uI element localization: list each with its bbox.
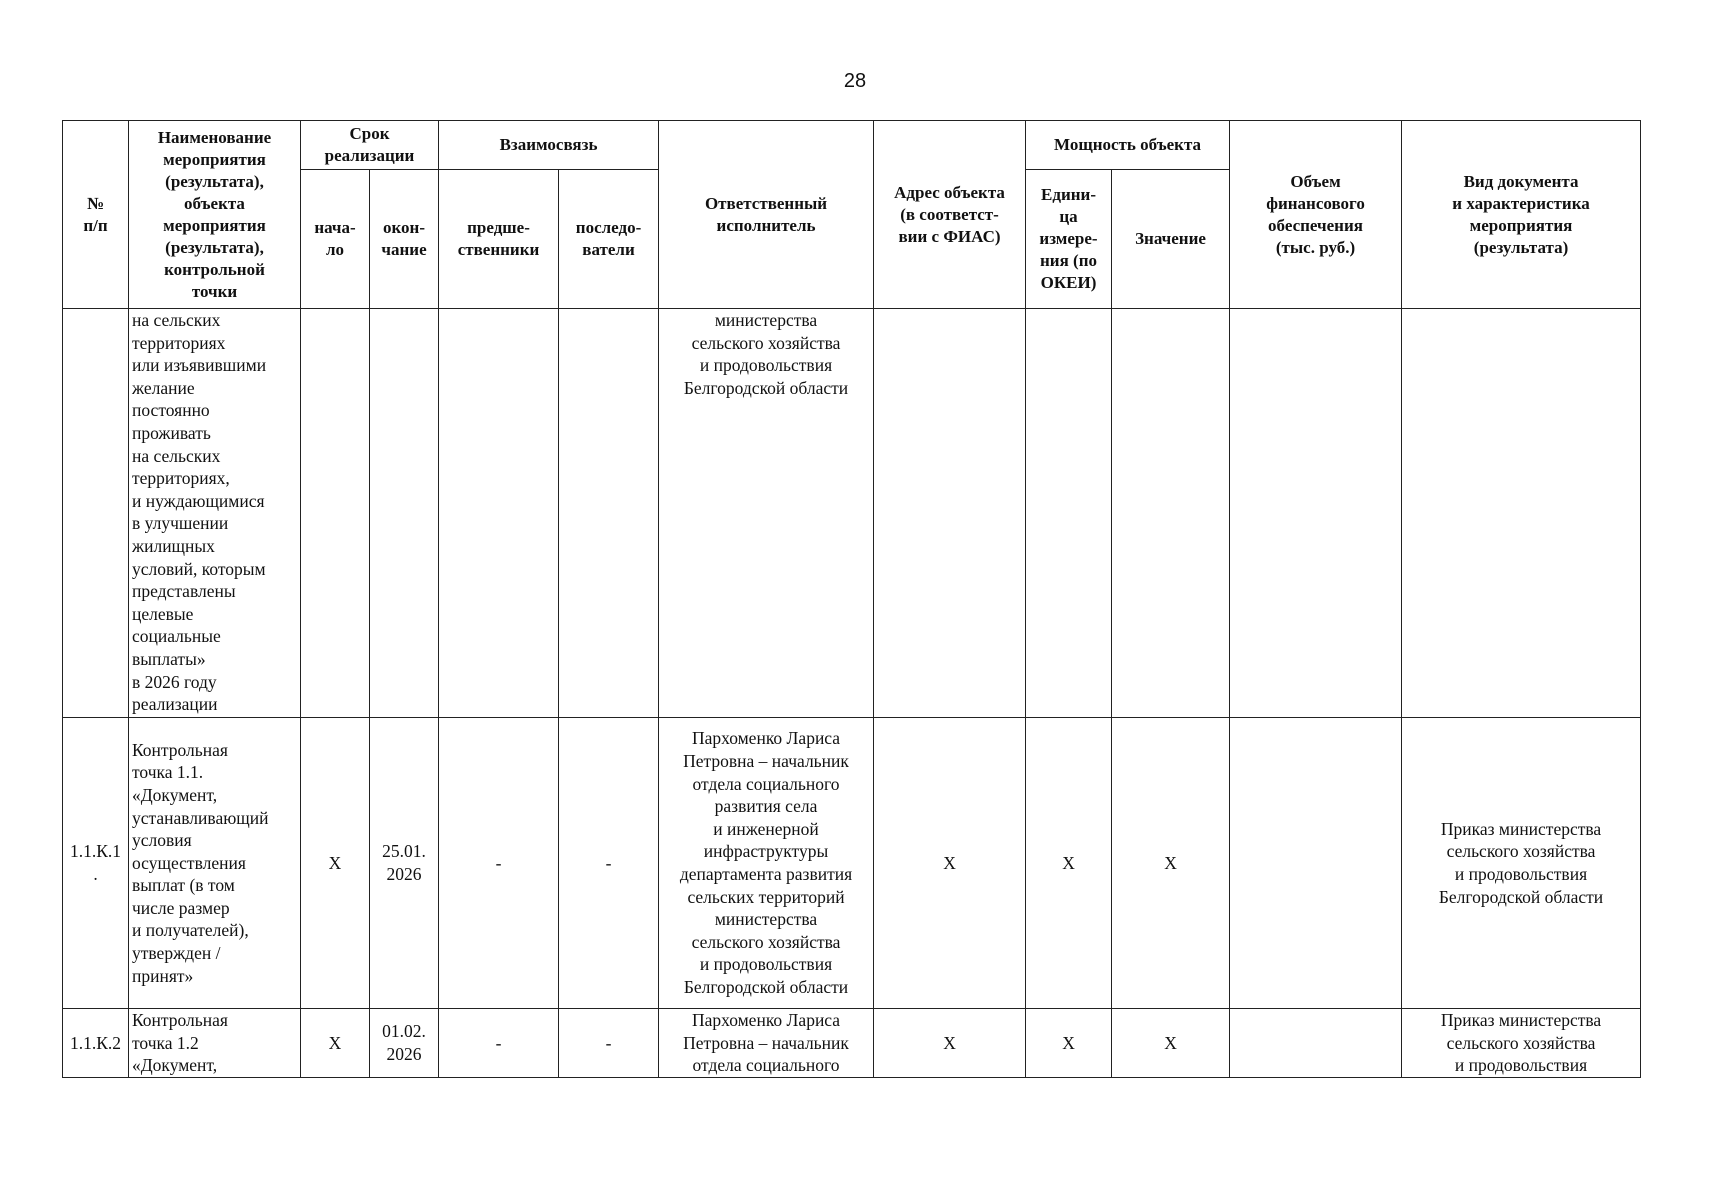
header-term: Срок реализации bbox=[301, 121, 439, 170]
cell-funding bbox=[1230, 1009, 1402, 1078]
cell-num: 1.1.К.1 . bbox=[63, 718, 129, 1009]
table-row bbox=[63, 309, 1641, 718]
table-row bbox=[63, 1009, 1641, 1078]
cell-next: - bbox=[559, 718, 659, 1009]
header-term-end: окон- чание bbox=[370, 170, 439, 309]
header-responsible: Ответственный исполнитель bbox=[659, 121, 874, 309]
cell-document: Приказ министерства сельского хозяйства и продовольствия Белгородской области bbox=[1402, 718, 1641, 1009]
cell-name: Контрольная точка 1.2 «Документ, bbox=[129, 1009, 301, 1078]
cell-prev: - bbox=[439, 1009, 559, 1078]
cell-responsible: Пархоменко Лариса Петровна – начальник отдела социального развития села и инженерной инфраструктуры департамента развития сельских территорий министерства сельского хозяйства и продовольствия Белгородской области bbox=[659, 718, 874, 1009]
cell-funding bbox=[1230, 309, 1402, 718]
header-address: Адрес объекта (в соответст- вии с ФИАС) bbox=[874, 121, 1026, 309]
page-number: 28 bbox=[843, 70, 867, 92]
cell-end: 01.02. 2026 bbox=[370, 1009, 439, 1078]
cell-value bbox=[1112, 309, 1230, 718]
cell-document: Приказ министерства сельского хозяйства и продовольствия bbox=[1402, 1009, 1641, 1078]
header-term-start: нача- ло bbox=[301, 170, 370, 309]
header-capacity-value: Значение bbox=[1112, 170, 1230, 309]
header-num: № п/п bbox=[63, 121, 129, 309]
cell-prev: - bbox=[439, 718, 559, 1009]
events-table bbox=[62, 120, 1641, 1078]
cell-start bbox=[301, 309, 370, 718]
header-link-prev: предше- ственники bbox=[439, 170, 559, 309]
cell-address: X bbox=[874, 1009, 1026, 1078]
cell-responsible: министерства сельского хозяйства и продовольствия Белгородской области bbox=[659, 309, 874, 718]
cell-next bbox=[559, 309, 659, 718]
cell-unit: X bbox=[1026, 1009, 1112, 1078]
cell-num bbox=[63, 309, 129, 718]
cell-next: - bbox=[559, 1009, 659, 1078]
header-name: Наименование мероприятия (результата), объекта мероприятия (результата), контрольной точки bbox=[129, 121, 301, 309]
cell-unit: X bbox=[1026, 718, 1112, 1009]
cell-start: X bbox=[301, 718, 370, 1009]
header-link: Взаимосвязь bbox=[439, 121, 659, 170]
cell-start: X bbox=[301, 1009, 370, 1078]
header-document: Вид документа и характеристика мероприятия (результата) bbox=[1402, 121, 1641, 309]
cell-document bbox=[1402, 309, 1641, 718]
cell-responsible: Пархоменко Лариса Петровна – начальник отдела социального bbox=[659, 1009, 874, 1078]
cell-value: X bbox=[1112, 1009, 1230, 1078]
table-header-row bbox=[63, 121, 1641, 170]
cell-address: X bbox=[874, 718, 1026, 1009]
header-link-next: последо- ватели bbox=[559, 170, 659, 309]
cell-value: X bbox=[1112, 718, 1230, 1009]
cell-funding bbox=[1230, 718, 1402, 1009]
cell-end bbox=[370, 309, 439, 718]
header-capacity-unit: Едини- ца измере- ния (по ОКЕИ) bbox=[1026, 170, 1112, 309]
cell-name: Контрольная точка 1.1. «Документ, устанавливающий условия осуществления выплат (в том числе размер и получателей), утвержден / принят» bbox=[129, 718, 301, 1009]
table-row bbox=[63, 718, 1641, 1009]
cell-name: на сельских территориях или изъявившими желание постоянно проживать на сельских территориях, и нуждающимися в улучшении жилищных условий, которым представлены целевые социальные выплаты» в 2026 году реализации bbox=[129, 309, 301, 718]
header-funding: Объем финансового обеспечения (тыс. руб.) bbox=[1230, 121, 1402, 309]
cell-end: 25.01. 2026 bbox=[370, 718, 439, 1009]
cell-num: 1.1.К.2 bbox=[63, 1009, 129, 1078]
cell-address bbox=[874, 309, 1026, 718]
header-capacity: Мощность объекта bbox=[1026, 121, 1230, 170]
cell-prev bbox=[439, 309, 559, 718]
cell-unit bbox=[1026, 309, 1112, 718]
